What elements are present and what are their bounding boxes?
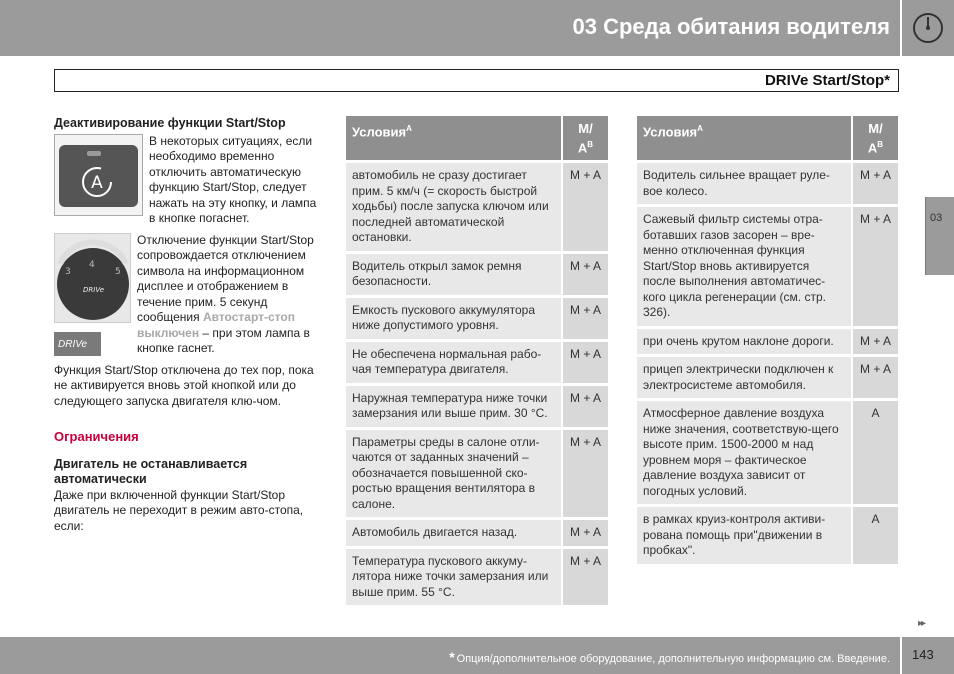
engine-not-stop-text: Даже при включенной функции Start/Stop двигатель не переходит в режим авто-стопа, если:: [54, 487, 304, 533]
page-number: 143: [912, 647, 934, 662]
condition-cell: Температура пускового аккуму-лятора ниже точки замерзания или выше прим. 55 °C.: [346, 549, 561, 606]
section-title: DRIVe Start/Stop*: [764, 72, 890, 89]
section-title-box: [54, 69, 899, 92]
table-header-row: [637, 116, 898, 160]
table-row: [346, 342, 608, 383]
ma-header: M/ $A^B$: [851, 116, 898, 160]
off-message: Автостарт-стоп выключен: [137, 310, 295, 340]
ma-cell: A: [851, 507, 898, 564]
drive-symbol-badge: [54, 332, 101, 356]
table-row: [637, 163, 898, 204]
limitations-heading: Ограничения: [54, 429, 139, 444]
condition-cell: Автомобиль двигается назад.: [346, 520, 561, 546]
footer-bar: [0, 637, 900, 674]
button-glyph: A: [91, 172, 103, 193]
conditions-table-1: [346, 113, 608, 608]
page-number-box: [902, 637, 954, 674]
ma-cell: M + A: [561, 254, 608, 295]
condition-cell: Водитель открыл замок ремня безопасности.: [346, 254, 561, 295]
condition-cell: прицеп электрически подключен к электросистеме автомобиля.: [637, 357, 851, 398]
tachometer-icon: [55, 234, 130, 322]
start-stop-button-icon: [55, 135, 142, 215]
chapter-side-tab[interactable]: [925, 197, 954, 275]
ma-cell: M + A: [561, 520, 608, 546]
table-row: [346, 520, 608, 546]
condition-cell: в рамках круиз-контроля активи-рована помощь при"движении в пробках".: [637, 507, 851, 564]
table-row: [637, 207, 898, 326]
side-tab-label: 03: [930, 212, 943, 224]
chapter-title: 03 Среда обитания водителя: [572, 14, 890, 39]
left-column: [54, 116, 322, 534]
condition-cell: Атмосферное давление воздуха ниже значения, соответствую-щего высоте прим. 1500-2000 м над уровнем моря – фактическое давление воздуха зависит от погодных условий.: [637, 401, 851, 504]
condition-cell: Параметры среды в салоне отли-чаются от заданных значений – обозначается повышенной ско-ростью вращения вентилятора в салоне.: [346, 430, 561, 518]
header-bar: [0, 0, 900, 56]
table-row: [637, 329, 898, 355]
deactivation-text: В некоторых ситуациях, если необходимо временно отключить автоматическую функцию Start/Stop, следует нажать на эту кнопку, и лампа в кнопке погаснет.: [149, 133, 317, 225]
ma-cell: M + A: [851, 207, 898, 326]
ma-cell: M + A: [851, 329, 898, 355]
start-stop-button-image: [54, 134, 143, 216]
table-row: [637, 401, 898, 504]
ma-header: M/ $A^B$: [561, 116, 608, 160]
gauge-number-3: 3: [65, 266, 71, 277]
ma-cell: M + A: [561, 342, 608, 383]
ma-cell: M + A: [561, 163, 608, 251]
ma-cell: M + A: [851, 163, 898, 204]
instrument-display-image: [54, 233, 131, 323]
gauge-drive-label: DRIVe: [83, 285, 105, 294]
condition-cell: автомобиль не сразу достигает прим. 5 км/ч (= скорость быстрой ходьбы) после запуска ключом или последней автоматической остановки.: [346, 163, 561, 251]
table-row: [637, 357, 898, 398]
table-row: [346, 298, 608, 339]
ma-cell: M + A: [561, 386, 608, 427]
gauge-icon: [910, 12, 946, 44]
display-row: [54, 233, 322, 357]
table-row: [346, 386, 608, 427]
ma-cell: M + A: [561, 549, 608, 606]
continue-arrows-icon: ▸▸: [918, 618, 925, 629]
condition-cell: Наружная температура ниже точки замерзания или выше прим. 30 °C.: [346, 386, 561, 427]
ma-cell: A: [851, 401, 898, 504]
ma-cell: M + A: [851, 357, 898, 398]
header-icon-box: [902, 0, 954, 56]
table-header-row: [346, 116, 608, 160]
conditions-header: Условия$^A$: [637, 116, 851, 160]
table-row: [346, 549, 608, 606]
table-row: [637, 507, 898, 564]
footer-note: * Опция/дополнительное оборудование, дополнительную информацию см. Введение.: [449, 649, 890, 665]
display-text: Отключение функции Start/Stop сопровождается отключением символа на информационном дисплее и отображением в течение прим. 5 секунд сообщения Автостарт-стоп выключен – при этом лампа в кнопке гаснет.: [137, 232, 314, 355]
disabled-until-text: Функция Start/Stop отключена до тех пор, пока не активируется вновь этой кнопкой или до следующего запуска двигателя клю-чом.: [54, 362, 314, 408]
display-images: [54, 233, 137, 357]
condition-cell: Водитель сильнее вращает руле-вое колесо.: [637, 163, 851, 204]
conditions-table-2: [637, 113, 898, 567]
condition-cell: Сажевый фильтр системы отра-ботавших газов засорен – вре-менно отключенная функция Start/Stop вновь активируется после выполнения автоматичес-кого цикла регенерации (см. стр. 326).: [637, 207, 851, 326]
gauge-number-5: 5: [115, 266, 121, 277]
condition-cell: при очень крутом наклоне дороги.: [637, 329, 851, 355]
condition-cell: Не обеспечена нормальная рабо-чая температура двигателя.: [346, 342, 561, 383]
table-row: [346, 163, 608, 251]
drive-symbol-label: DRIVe: [58, 338, 88, 350]
ma-cell: M + A: [561, 430, 608, 518]
deactivation-heading: Деактивирование функции Start/Stop: [54, 116, 286, 130]
button-row: [54, 134, 322, 227]
ma-cell: M + A: [561, 298, 608, 339]
gauge-number-4: 4: [89, 259, 95, 270]
table-row: [346, 254, 608, 295]
table-row: [346, 430, 608, 518]
conditions-header: Условия$^A$: [346, 116, 561, 160]
engine-not-stop-heading: Двигатель не останавливается автоматически: [54, 456, 248, 486]
condition-cell: Емкость пускового аккумулятора ниже допустимого уровня.: [346, 298, 561, 339]
